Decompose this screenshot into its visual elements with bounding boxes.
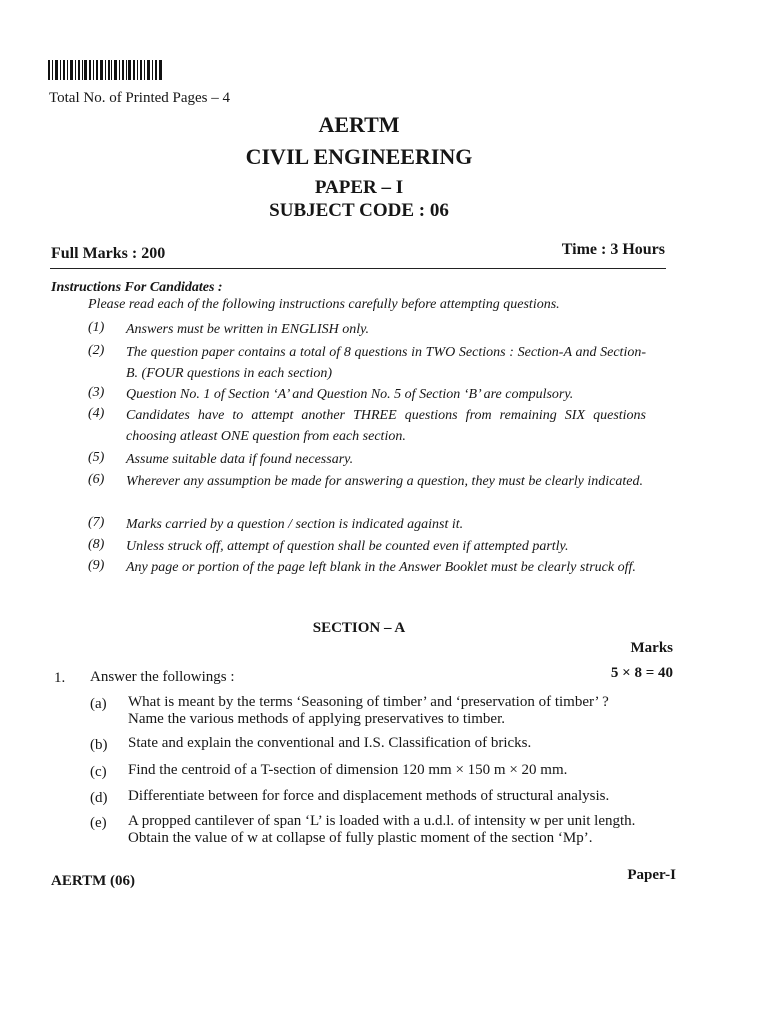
subject-code: SUBJECT CODE : 06 [269, 200, 449, 221]
question-part-text: Differentiate between for force and displacement methods of structural analysis. [128, 788, 610, 804]
instruction-number: (9) [88, 558, 105, 573]
question-part-label: (c) [90, 764, 107, 780]
instructions-heading: Instructions For Candidates : [51, 280, 223, 295]
instruction-text: Candidates have to attempt another THREE questions from remaining SIX questions choosing atleast ONE question from each section. [126, 408, 646, 444]
full-marks: Full Marks : 200 [51, 245, 166, 262]
question-marks: 5 × 8 = 40 [610, 665, 673, 681]
instruction-text: Answers must be written in ENGLISH only. [126, 322, 370, 337]
footer-paper-label: Paper-I [627, 867, 676, 883]
marks-column-heading: Marks [630, 640, 673, 656]
exam-title: AERTM [318, 112, 400, 137]
question-part-label: (a) [90, 696, 107, 712]
instruction-number: (4) [88, 406, 105, 421]
section-a-heading: SECTION – A [312, 620, 406, 636]
instruction-text: Wherever any assumption be made for answering a question, they must be clearly indicated. [126, 474, 643, 489]
instruction-number: (1) [88, 320, 105, 335]
instruction-text: The question paper contains a total of 8 questions in TWO Sections : Section-A and Section-B. (FOUR questions in each section) [126, 345, 646, 381]
printed-pages-count: Total No. of Printed Pages – 4 [49, 90, 231, 106]
question-part-text: What is meant by the terms ‘Seasoning of timber’ and ‘preservation of timber’ ? Name the various methods of applying preservatives to timber. [128, 694, 609, 727]
header-divider [50, 268, 666, 269]
question-part-text: A propped cantilever of span ‘L’ is loaded with a u.d.l. of intensity w per unit length. Obtain the value of w at collapse of fully plastic moment of the section ‘Mp’. [128, 813, 636, 846]
instruction-number: (3) [88, 385, 105, 400]
instruction-text: Assume suitable data if found necessary. [126, 452, 354, 467]
question-part-text: Find the centroid of a T-section of dimension 120 mm × 150 m × 20 mm. [128, 762, 568, 778]
question-number: 1. [54, 670, 66, 686]
question-part-label: (b) [90, 737, 108, 753]
question-part-label: (d) [90, 790, 108, 806]
instruction-text: Any page or portion of the page left blank in the Answer Booklet must be clearly struck off. [126, 560, 636, 575]
subject-title: CIVIL ENGINEERING [245, 144, 473, 169]
instruction-number: (6) [88, 472, 105, 487]
footer-paper-code: AERTM (06) [51, 873, 136, 889]
instruction-text: Unless struck off, attempt of question shall be counted even if attempted partly. [126, 539, 569, 554]
instruction-text: Marks carried by a question / section is indicated against it. [126, 517, 464, 532]
paper-title: PAPER – I [314, 177, 404, 198]
instruction-text: Question No. 1 of Section ‘A’ and Question No. 5 of Section ‘B’ are compulsory. [126, 387, 574, 402]
question-part-label: (e) [90, 815, 107, 831]
instruction-number: (5) [88, 450, 105, 465]
question-part-text: State and explain the conventional and I.S. Classification of bricks. [128, 735, 532, 751]
instruction-number: (8) [88, 537, 105, 552]
question-text: Answer the followings : [90, 669, 235, 685]
barcode [48, 60, 162, 80]
instruction-number: (7) [88, 515, 105, 530]
time-allowed: Time : 3 Hours [561, 241, 665, 258]
instructions-intro: Please read each of the following instructions carefully before attempting questions. [88, 297, 560, 312]
instruction-number: (2) [88, 343, 105, 358]
